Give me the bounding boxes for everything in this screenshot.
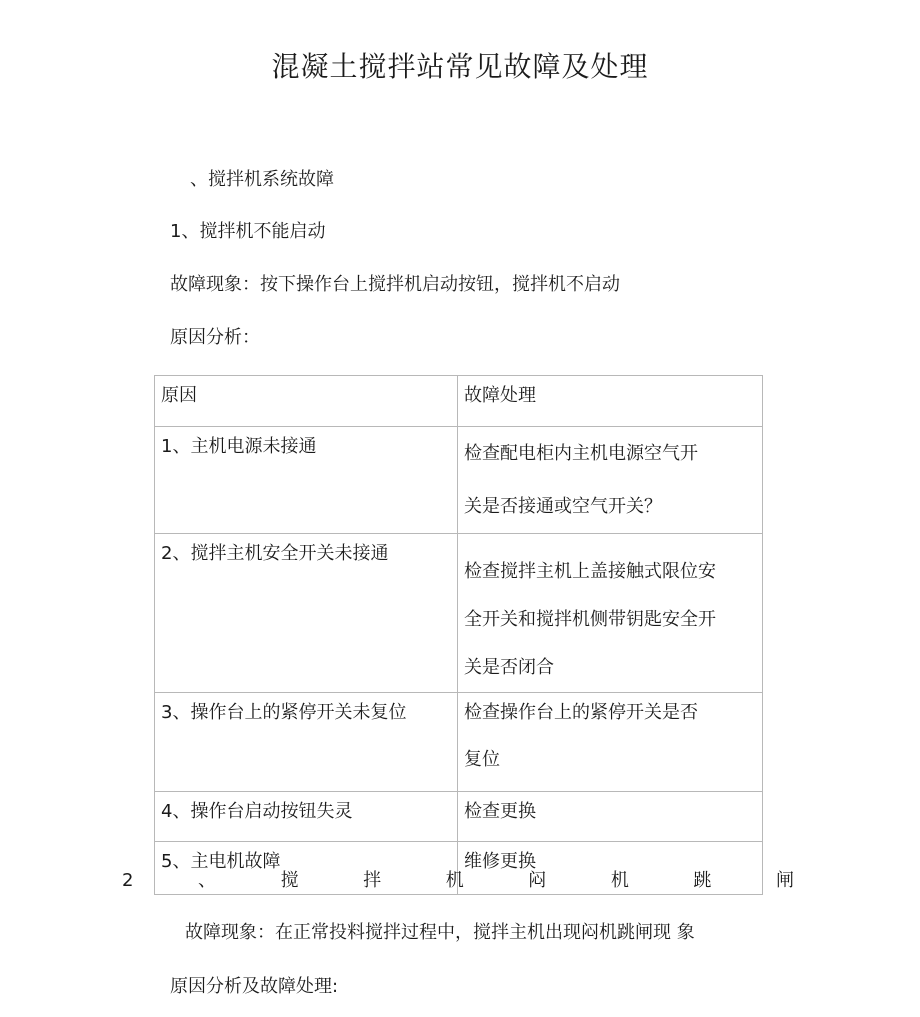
heading-char: 闷: [528, 870, 547, 891]
solution-line: 检查操作台上的紧停开关是否: [464, 702, 698, 723]
solution-cell: [458, 427, 763, 534]
page-title: 混凝土搅拌站常见故障及处理: [271, 50, 649, 83]
solution-cell: 维修更换: [458, 842, 763, 895]
subsection-heading-spaced: [122, 868, 794, 894]
column-header-solution: 故障处理: [458, 376, 763, 427]
cause-cell: 3、操作台上的紧停开关未复位: [155, 693, 458, 792]
fault-table: [154, 375, 763, 895]
fault-symptom-text: 故障现象：在正常投料搅拌过程中，搅拌主机出现闷机跳闸现 象: [185, 922, 695, 943]
cause-analysis-label: 原因分析：: [170, 327, 260, 348]
cause-cell: 4、操作台启动按钮失灵: [155, 792, 458, 842]
heading-char: 跳: [693, 870, 712, 891]
fault-symptom-text: 故障现象：按下操作台上搅拌机启动按钮，搅拌机不启动: [170, 274, 620, 295]
heading-char: 闸: [775, 870, 794, 891]
solution-cell: 检查更换: [458, 792, 763, 842]
solution-cell: [458, 693, 763, 792]
solution-line: 关是否闭合: [464, 657, 554, 678]
solution-line: 检查配电柜内主机电源空气开: [464, 443, 698, 464]
solution-line: 复位: [464, 749, 500, 770]
table-header-row: [155, 376, 763, 427]
cause-cell: 2、搅拌主机安全开关未接通: [155, 534, 458, 693]
solution-line: 全开关和搅拌机侧带钥匙安全开: [464, 609, 716, 630]
heading-char: 机: [610, 870, 629, 891]
solution-line: 关是否接通或空气开关？: [464, 496, 662, 517]
heading-char: 、: [198, 870, 217, 891]
cause-cell: 5、主电机故障: [155, 842, 458, 895]
column-header-cause: 原因: [155, 376, 458, 427]
heading-char: 机: [445, 870, 464, 891]
table-row: [155, 534, 763, 693]
section-heading: 、搅拌机系统故障: [190, 169, 334, 190]
solution-line: 检查搅拌主机上盖接触式限位安: [464, 561, 716, 582]
solution-cell: [458, 534, 763, 693]
heading-char: 2: [122, 870, 134, 891]
cause-cell: 1、主机电源未接通: [155, 427, 458, 534]
heading-char: 拌: [363, 870, 382, 891]
table-row: [155, 693, 763, 792]
subsection-heading: 1、搅拌机不能启动: [170, 221, 326, 242]
table-row: [155, 427, 763, 534]
heading-char: 搅: [280, 870, 299, 891]
cause-analysis-label: 原因分析及故障处理:: [170, 976, 339, 997]
table-row: [155, 792, 763, 842]
